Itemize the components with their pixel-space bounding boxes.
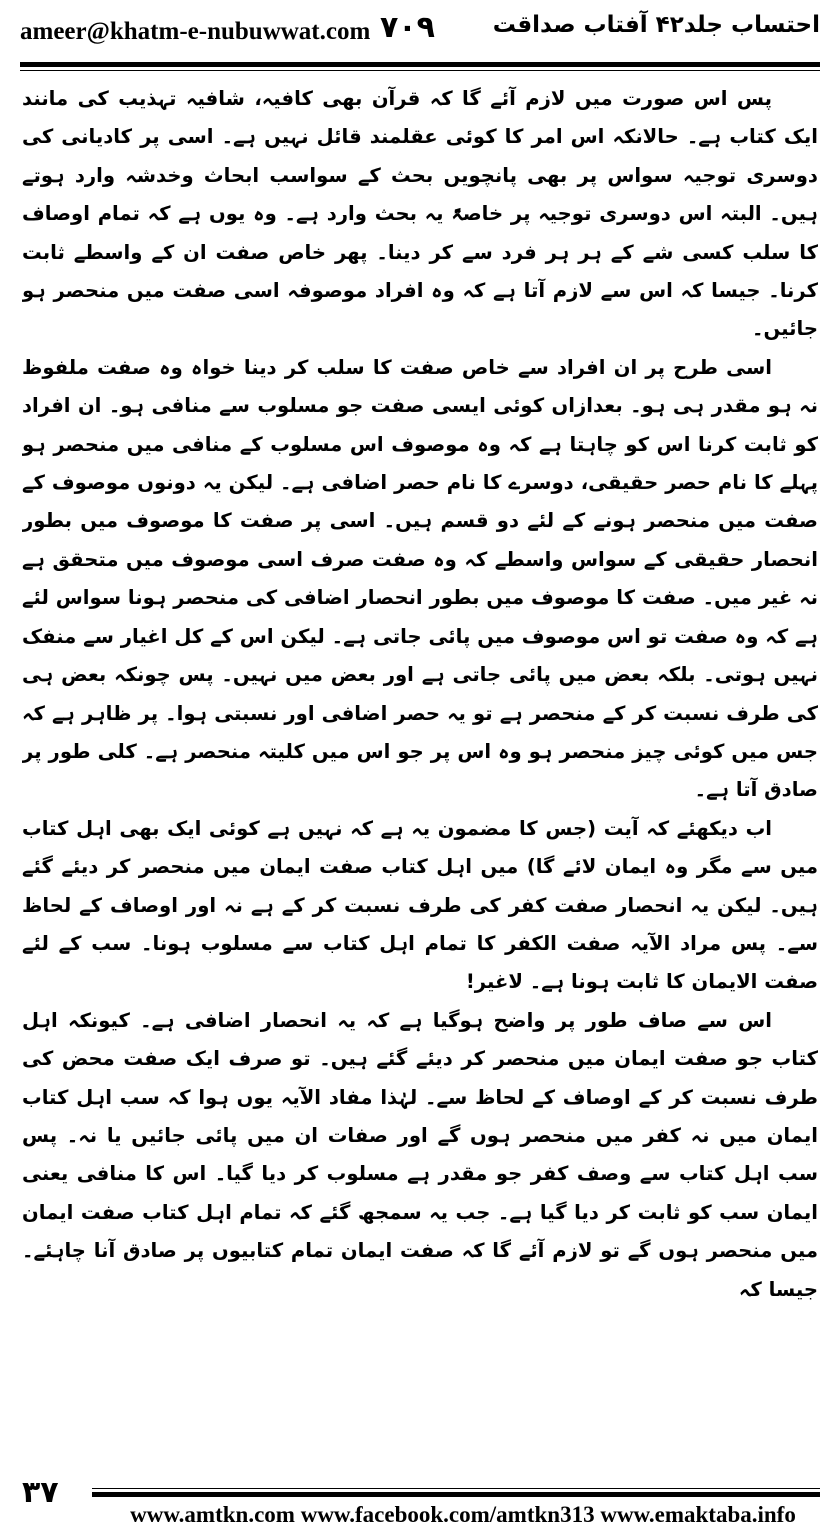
footer-rule-thick [92,1492,820,1497]
header-book-title: احتساب جلد۴۲ آفتاب صداقت [492,12,820,38]
footer-page-number: ۳۷ [22,1475,59,1510]
body-text [22,80,818,1465]
footer-links[interactable]: www.amtkn.com www.facebook.com/amtkn313 www.emaktaba.info [130,1502,796,1527]
header-rule-thin [20,70,820,71]
paragraph: اب دیکھئے کہ آیت (جس کا مضمون یہ ہے کہ نہیں ہے کوئی ایک بھی اہل کتاب میں سے مگر وہ ایمان لائے گا) میں اہل کتاب صفت ایمان میں منحصر کر دیئے گئے ہیں۔ لیکن یہ انحصار صفت کفر کی طرف نسبت کر کے ہے نہ اور اوصاف کے لحاظ سے۔ پس مراد الآیہ صفت الکفر کا تمام اہل کتاب سے مسلوب ہونا۔ سب کے لئے صفت الایمان کا ثابت ہونا ہے۔ لاغیر! [22,816,818,994]
paragraph: اسی طرح پر ان افراد سے خاص صفت کا سلب کر دینا خواہ وہ صفت ملفوظ نہ ہو مقدر ہی ہو۔ بعدازاں کوئی ایسی صفت جو مسلوب سے منافی ہو۔ ان افراد کو ثابت کرنا اس کو چاہتا ہے کہ وہ موصوف اس مسلوب کے منافی میں منحصر ہو پہلے کا نام حصر حقیقی، دوسرے کا نام حصر اضافی ہے۔ لیکن یہ دونوں موصوف کے صفت میں منحصر ہونے کے لئے دو قسم ہیں۔ اسی پر صفت کا موصوف میں بطور انحصار حقیقی کے سواس واسطے کہ وہ صفت صرف اسی موصوف میں متحقق ہے نہ غیر میں۔ صفت کا موصوف میں بطور انحصار اضافی کی منحصر ہونا سواس لئے ہے کہ وہ صفت تو اس موصوف میں پائی جاتی ہے۔ لیکن اس کے کل اغیار سے منفک نہیں ہوتی۔ بلکہ بعض میں پائی جاتی ہے اور بعض میں نہیں۔ پس چونکہ بعض ہی کی طرف نسبت کر کے منحصر ہے تو یہ حصر اضافی اور نسبتی ہوا۔ پر ظاہر ہے کہ جس میں کوئی چیز منحصر ہو وہ اس پر جو اس میں کلیتہ منحصر ہے۔ کلی طور پر صادق آتا ہے۔ [22,355,818,802]
header-email[interactable]: ameer@khatm-e-nubuwwat.com [20,18,371,45]
paragraph: پس اس صورت میں لازم آئے گا کہ قرآن بھی کافیہ، شافیہ تہذیب کی مانند ایک کتاب ہے۔ حالانکہ اس امر کا کوئی عقلمند قائل نہیں ہے۔ اسی پر کادیانی کی دوسری توجیہ سواس پر بھی پانچویں بحث کے سواسب ابحاث وخدشہ وارد ہوتے ہیں۔ البتہ اس دوسری توجیہ پر خاصۃً یہ بحث وارد ہے۔ وہ یوں ہے کہ تمام اوصاف کا سلب کسی شے کے ہر ہر فرد سے کر دینا۔ پھر خاص صفت ان کے واسطے ثابت کرنا۔ جیسا کہ اس سے لازم آتا ہے کہ وہ افراد موصوفہ اسی صفت میں منحصر ہو جائیں۔ [22,87,818,341]
paragraph: اس سے صاف طور پر واضح ہوگیا ہے کہ یہ انحصار اضافی ہے۔ کیونکہ اہل کتاب جو صفت ایمان میں منحصر کر دیئے گئے ہیں۔ تو صرف ایک صفت محض کی طرف نسبت کر کے اوصاف کے لحاظ سے۔ لہٰذا مفاد الآیہ یوں ہوا کہ سب اہل کتاب ایمان میں نہ کفر میں منحصر ہوں گے اور صفات ان میں پائی جائیں یا نہ۔ پس سب اہل کتاب سے وصف کفر جو مقدر ہے مسلوب کر دیا گیا۔ اس کا منافی یعنی ایمان سب کو ثابت کر دیا گیا ہے۔ جب یہ سمجھ گئے کہ تمام اہل کتاب صفت ایمان میں منحصر ہوں گے تو لازم آئے گا کہ صفت ایمان تمام کتابیوں پر صادق آنا چاہئے۔ جیسا کہ [22,1008,818,1301]
header-page-number: ۷۰۹ [380,10,435,45]
header-rule-thick [20,62,820,67]
page-header [0,0,840,66]
page-footer [0,1472,840,1540]
footer-rule-thin [92,1488,820,1489]
